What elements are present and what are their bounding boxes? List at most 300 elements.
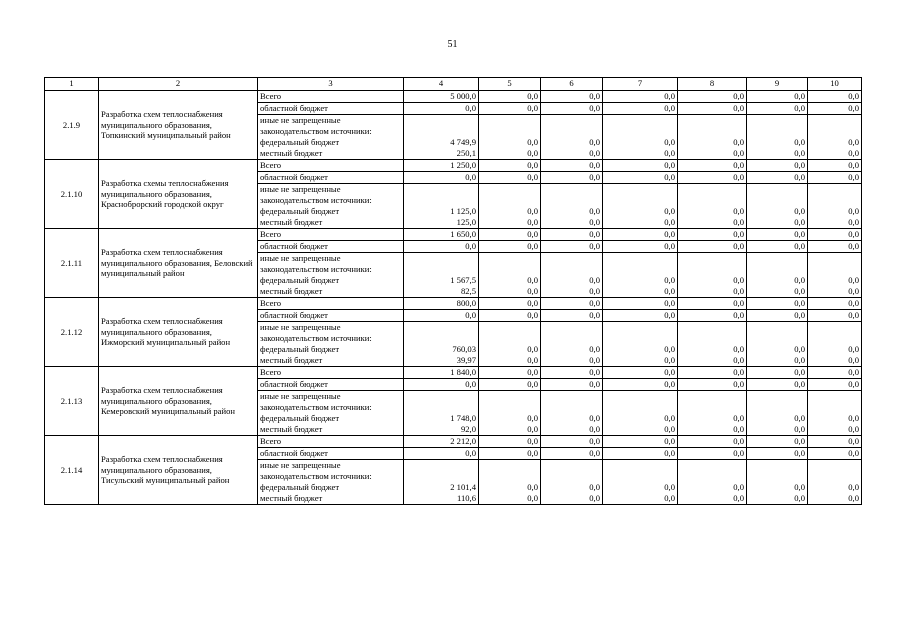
empty-cell bbox=[541, 264, 603, 275]
value-cell: 0,0 bbox=[808, 275, 862, 286]
empty-cell bbox=[678, 333, 747, 344]
empty-cell bbox=[678, 195, 747, 206]
value-cell: 0,0 bbox=[678, 286, 747, 298]
value-cell: 0,0 bbox=[808, 493, 862, 505]
value-cell: 0,0 bbox=[404, 172, 479, 184]
empty-cell bbox=[603, 184, 678, 196]
value-cell: 0,0 bbox=[603, 148, 678, 160]
value-cell: 0,0 bbox=[603, 379, 678, 391]
source-label: местный бюджет bbox=[258, 217, 404, 229]
value-cell: 0,0 bbox=[603, 424, 678, 436]
column-header: 7 bbox=[603, 78, 678, 91]
empty-cell bbox=[541, 471, 603, 482]
value-cell: 0,0 bbox=[541, 206, 603, 217]
value-cell: 0,0 bbox=[541, 436, 603, 448]
value-cell: 1 250,0 bbox=[404, 160, 479, 172]
empty-cell bbox=[678, 402, 747, 413]
table-row bbox=[45, 298, 862, 310]
budget-table bbox=[44, 77, 862, 505]
value-cell: 0,0 bbox=[808, 310, 862, 322]
value-cell: 39,97 bbox=[404, 355, 479, 367]
source-label: законодательством источники: bbox=[258, 402, 404, 413]
value-cell: 0,0 bbox=[678, 436, 747, 448]
value-cell: 0,0 bbox=[479, 91, 541, 103]
source-label: Всего bbox=[258, 367, 404, 379]
empty-cell bbox=[808, 195, 862, 206]
value-cell: 0,0 bbox=[747, 160, 808, 172]
value-cell: 0,0 bbox=[678, 298, 747, 310]
value-cell: 1 567,5 bbox=[404, 275, 479, 286]
value-cell: 0,0 bbox=[678, 379, 747, 391]
value-cell: 0,0 bbox=[808, 148, 862, 160]
source-label: областной бюджет bbox=[258, 310, 404, 322]
value-cell: 0,0 bbox=[747, 206, 808, 217]
value-cell: 0,0 bbox=[747, 448, 808, 460]
value-cell: 0,0 bbox=[603, 91, 678, 103]
empty-cell bbox=[404, 195, 479, 206]
value-cell: 110,6 bbox=[404, 493, 479, 505]
value-cell: 0,0 bbox=[541, 298, 603, 310]
value-cell: 0,0 bbox=[747, 310, 808, 322]
value-cell: 0,0 bbox=[603, 286, 678, 298]
empty-cell bbox=[747, 253, 808, 265]
empty-cell bbox=[678, 471, 747, 482]
empty-cell bbox=[747, 115, 808, 127]
empty-cell bbox=[479, 391, 541, 403]
column-header: 3 bbox=[258, 78, 404, 91]
empty-cell bbox=[747, 184, 808, 196]
empty-cell bbox=[603, 115, 678, 127]
value-cell: 0,0 bbox=[678, 206, 747, 217]
empty-cell bbox=[479, 115, 541, 127]
value-cell: 0,0 bbox=[479, 424, 541, 436]
empty-cell bbox=[747, 402, 808, 413]
empty-cell bbox=[808, 115, 862, 127]
value-cell: 0,0 bbox=[808, 217, 862, 229]
source-label: Всего bbox=[258, 298, 404, 310]
value-cell: 0,0 bbox=[603, 493, 678, 505]
value-cell: 0,0 bbox=[603, 172, 678, 184]
empty-cell bbox=[479, 333, 541, 344]
value-cell: 0,0 bbox=[479, 286, 541, 298]
empty-cell bbox=[603, 471, 678, 482]
value-cell: 0,0 bbox=[678, 91, 747, 103]
value-cell: 0,0 bbox=[541, 148, 603, 160]
value-cell: 0,0 bbox=[747, 379, 808, 391]
value-cell: 0,0 bbox=[603, 275, 678, 286]
source-label: областной бюджет bbox=[258, 103, 404, 115]
value-cell: 2 101,4 bbox=[404, 482, 479, 493]
empty-cell bbox=[541, 391, 603, 403]
source-label: федеральный бюджет bbox=[258, 206, 404, 217]
value-cell: 0,0 bbox=[747, 91, 808, 103]
empty-cell bbox=[479, 471, 541, 482]
item-code: 2.1.9 bbox=[45, 91, 99, 160]
value-cell: 0,0 bbox=[603, 367, 678, 379]
value-cell: 0,0 bbox=[541, 367, 603, 379]
column-header: 5 bbox=[479, 78, 541, 91]
value-cell: 0,0 bbox=[603, 355, 678, 367]
empty-cell bbox=[603, 126, 678, 137]
empty-cell bbox=[404, 391, 479, 403]
value-cell: 0,0 bbox=[541, 286, 603, 298]
empty-cell bbox=[678, 126, 747, 137]
value-cell: 0,0 bbox=[747, 217, 808, 229]
value-cell: 0,0 bbox=[678, 482, 747, 493]
value-cell: 0,0 bbox=[747, 424, 808, 436]
value-cell: 0,0 bbox=[603, 298, 678, 310]
empty-cell bbox=[747, 333, 808, 344]
item-name: Разработка схем теплоснабжения муниципального образования, Топкинский муниципальный район bbox=[99, 91, 258, 160]
value-cell: 0,0 bbox=[678, 103, 747, 115]
value-cell: 0,0 bbox=[678, 160, 747, 172]
source-label: иные не запрещенные bbox=[258, 391, 404, 403]
value-cell: 0,0 bbox=[479, 217, 541, 229]
value-cell: 0,0 bbox=[541, 137, 603, 148]
value-cell: 0,0 bbox=[678, 275, 747, 286]
value-cell: 0,0 bbox=[603, 229, 678, 241]
source-label: федеральный бюджет bbox=[258, 413, 404, 424]
value-cell: 1 650,0 bbox=[404, 229, 479, 241]
value-cell: 0,0 bbox=[808, 482, 862, 493]
value-cell: 0,0 bbox=[808, 160, 862, 172]
value-cell: 4 749,9 bbox=[404, 137, 479, 148]
value-cell: 82,5 bbox=[404, 286, 479, 298]
empty-cell bbox=[747, 460, 808, 472]
empty-cell bbox=[808, 322, 862, 334]
column-header: 2 bbox=[99, 78, 258, 91]
value-cell: 0,0 bbox=[678, 413, 747, 424]
empty-cell bbox=[678, 115, 747, 127]
item-name: Разработка схем теплоснабжения муниципального образования, Тисульский муниципальный район bbox=[99, 436, 258, 505]
value-cell: 0,0 bbox=[404, 448, 479, 460]
value-cell: 0,0 bbox=[541, 217, 603, 229]
value-cell: 0,0 bbox=[747, 286, 808, 298]
value-cell: 5 000,0 bbox=[404, 91, 479, 103]
empty-cell bbox=[808, 253, 862, 265]
empty-cell bbox=[541, 184, 603, 196]
source-label: местный бюджет bbox=[258, 355, 404, 367]
value-cell: 0,0 bbox=[747, 344, 808, 355]
empty-cell bbox=[603, 402, 678, 413]
empty-cell bbox=[603, 460, 678, 472]
value-cell: 0,0 bbox=[808, 172, 862, 184]
empty-cell bbox=[404, 333, 479, 344]
empty-cell bbox=[808, 402, 862, 413]
empty-cell bbox=[808, 460, 862, 472]
source-label: областной бюджет bbox=[258, 379, 404, 391]
value-cell: 0,0 bbox=[678, 355, 747, 367]
empty-cell bbox=[747, 391, 808, 403]
value-cell: 0,0 bbox=[747, 493, 808, 505]
value-cell: 0,0 bbox=[541, 379, 603, 391]
value-cell: 0,0 bbox=[678, 217, 747, 229]
value-cell: 0,0 bbox=[808, 229, 862, 241]
value-cell: 0,0 bbox=[678, 137, 747, 148]
value-cell: 0,0 bbox=[603, 310, 678, 322]
value-cell: 0,0 bbox=[479, 148, 541, 160]
item-code: 2.1.11 bbox=[45, 229, 99, 298]
column-header: 6 bbox=[541, 78, 603, 91]
value-cell: 0,0 bbox=[678, 229, 747, 241]
source-label: законодательством источники: bbox=[258, 471, 404, 482]
item-name: Разработка схем теплоснабжения муниципального образования, Беловский муниципальный район bbox=[99, 229, 258, 298]
value-cell: 0,0 bbox=[479, 241, 541, 253]
value-cell: 0,0 bbox=[603, 137, 678, 148]
empty-cell bbox=[747, 471, 808, 482]
empty-cell bbox=[404, 402, 479, 413]
source-label: местный бюджет bbox=[258, 424, 404, 436]
empty-cell bbox=[603, 322, 678, 334]
value-cell: 0,0 bbox=[603, 482, 678, 493]
empty-cell bbox=[541, 115, 603, 127]
value-cell: 0,0 bbox=[541, 103, 603, 115]
empty-cell bbox=[747, 264, 808, 275]
empty-cell bbox=[603, 253, 678, 265]
column-header: 4 bbox=[404, 78, 479, 91]
value-cell: 0,0 bbox=[404, 379, 479, 391]
value-cell: 0,0 bbox=[479, 172, 541, 184]
source-label: областной бюджет bbox=[258, 448, 404, 460]
value-cell: 0,0 bbox=[479, 379, 541, 391]
empty-cell bbox=[541, 333, 603, 344]
value-cell: 0,0 bbox=[541, 275, 603, 286]
value-cell: 0,0 bbox=[603, 217, 678, 229]
source-label: Всего bbox=[258, 436, 404, 448]
empty-cell bbox=[541, 126, 603, 137]
value-cell: 0,0 bbox=[678, 493, 747, 505]
page-number: 51 bbox=[447, 39, 458, 50]
source-label: федеральный бюджет bbox=[258, 137, 404, 148]
value-cell: 1 748,0 bbox=[404, 413, 479, 424]
empty-cell bbox=[479, 253, 541, 265]
value-cell: 0,0 bbox=[479, 436, 541, 448]
value-cell: 0,0 bbox=[479, 413, 541, 424]
empty-cell bbox=[747, 195, 808, 206]
value-cell: 0,0 bbox=[747, 137, 808, 148]
value-cell: 0,0 bbox=[678, 310, 747, 322]
empty-cell bbox=[747, 126, 808, 137]
empty-cell bbox=[541, 195, 603, 206]
source-label: законодательством источники: bbox=[258, 333, 404, 344]
value-cell: 0,0 bbox=[808, 137, 862, 148]
value-cell: 0,0 bbox=[404, 310, 479, 322]
empty-cell bbox=[404, 126, 479, 137]
empty-cell bbox=[678, 253, 747, 265]
column-header: 9 bbox=[747, 78, 808, 91]
value-cell: 0,0 bbox=[541, 493, 603, 505]
value-cell: 125,0 bbox=[404, 217, 479, 229]
empty-cell bbox=[678, 264, 747, 275]
empty-cell bbox=[404, 253, 479, 265]
source-label: Всего bbox=[258, 91, 404, 103]
empty-cell bbox=[808, 471, 862, 482]
value-cell: 0,0 bbox=[808, 344, 862, 355]
item-code: 2.1.13 bbox=[45, 367, 99, 436]
value-cell: 0,0 bbox=[678, 367, 747, 379]
value-cell: 0,0 bbox=[479, 448, 541, 460]
value-cell: 92,0 bbox=[404, 424, 479, 436]
source-label: Всего bbox=[258, 229, 404, 241]
value-cell: 0,0 bbox=[479, 160, 541, 172]
value-cell: 0,0 bbox=[678, 448, 747, 460]
source-label: иные не запрещенные bbox=[258, 253, 404, 265]
value-cell: 0,0 bbox=[747, 229, 808, 241]
value-cell: 0,0 bbox=[603, 241, 678, 253]
value-cell: 0,0 bbox=[603, 413, 678, 424]
value-cell: 800,0 bbox=[404, 298, 479, 310]
value-cell: 0,0 bbox=[603, 344, 678, 355]
source-label: иные не запрещенные bbox=[258, 184, 404, 196]
empty-cell bbox=[479, 402, 541, 413]
value-cell: 0,0 bbox=[603, 448, 678, 460]
value-cell: 0,0 bbox=[541, 482, 603, 493]
value-cell: 0,0 bbox=[541, 241, 603, 253]
empty-cell bbox=[541, 460, 603, 472]
value-cell: 0,0 bbox=[808, 424, 862, 436]
value-cell: 0,0 bbox=[541, 448, 603, 460]
value-cell: 0,0 bbox=[808, 436, 862, 448]
value-cell: 0,0 bbox=[603, 436, 678, 448]
value-cell: 0,0 bbox=[747, 482, 808, 493]
table-row bbox=[45, 160, 862, 172]
value-cell: 0,0 bbox=[747, 355, 808, 367]
value-cell: 0,0 bbox=[541, 355, 603, 367]
value-cell: 250,1 bbox=[404, 148, 479, 160]
value-cell: 0,0 bbox=[747, 275, 808, 286]
empty-cell bbox=[678, 322, 747, 334]
value-cell: 0,0 bbox=[747, 367, 808, 379]
value-cell: 0,0 bbox=[603, 103, 678, 115]
source-label: иные не запрещенные bbox=[258, 115, 404, 127]
value-cell: 0,0 bbox=[808, 91, 862, 103]
empty-cell bbox=[404, 471, 479, 482]
empty-cell bbox=[808, 126, 862, 137]
value-cell: 760,03 bbox=[404, 344, 479, 355]
empty-cell bbox=[541, 253, 603, 265]
source-label: законодательством источники: bbox=[258, 126, 404, 137]
value-cell: 0,0 bbox=[808, 298, 862, 310]
source-label: федеральный бюджет bbox=[258, 275, 404, 286]
value-cell: 2 212,0 bbox=[404, 436, 479, 448]
empty-cell bbox=[747, 322, 808, 334]
empty-cell bbox=[808, 391, 862, 403]
value-cell: 0,0 bbox=[479, 298, 541, 310]
empty-cell bbox=[603, 195, 678, 206]
empty-cell bbox=[479, 184, 541, 196]
value-cell: 0,0 bbox=[479, 310, 541, 322]
value-cell: 0,0 bbox=[603, 206, 678, 217]
value-cell: 0,0 bbox=[747, 148, 808, 160]
value-cell: 0,0 bbox=[541, 413, 603, 424]
empty-cell bbox=[479, 195, 541, 206]
value-cell: 0,0 bbox=[808, 448, 862, 460]
table-row bbox=[45, 367, 862, 379]
value-cell: 0,0 bbox=[479, 275, 541, 286]
value-cell: 0,0 bbox=[808, 103, 862, 115]
header-row bbox=[45, 78, 862, 91]
value-cell: 0,0 bbox=[479, 493, 541, 505]
value-cell: 0,0 bbox=[808, 241, 862, 253]
value-cell: 0,0 bbox=[808, 286, 862, 298]
value-cell: 0,0 bbox=[541, 344, 603, 355]
empty-cell bbox=[404, 322, 479, 334]
value-cell: 0,0 bbox=[404, 103, 479, 115]
value-cell: 0,0 bbox=[678, 172, 747, 184]
source-label: местный бюджет bbox=[258, 148, 404, 160]
value-cell: 0,0 bbox=[808, 367, 862, 379]
item-code: 2.1.10 bbox=[45, 160, 99, 229]
value-cell: 1 840,0 bbox=[404, 367, 479, 379]
table-body bbox=[45, 91, 862, 505]
value-cell: 0,0 bbox=[479, 344, 541, 355]
value-cell: 0,0 bbox=[747, 103, 808, 115]
value-cell: 0,0 bbox=[678, 424, 747, 436]
value-cell: 0,0 bbox=[747, 298, 808, 310]
value-cell: 0,0 bbox=[678, 344, 747, 355]
value-cell: 0,0 bbox=[747, 241, 808, 253]
value-cell: 0,0 bbox=[479, 229, 541, 241]
source-label: областной бюджет bbox=[258, 241, 404, 253]
source-label: местный бюджет bbox=[258, 286, 404, 298]
empty-cell bbox=[479, 322, 541, 334]
empty-cell bbox=[678, 460, 747, 472]
value-cell: 0,0 bbox=[479, 206, 541, 217]
source-label: областной бюджет bbox=[258, 172, 404, 184]
table-row bbox=[45, 229, 862, 241]
source-label: законодательством источники: bbox=[258, 264, 404, 275]
empty-cell bbox=[603, 264, 678, 275]
item-name: Разработка схем теплоснабжения муниципального образования, Ижморский муниципальный район bbox=[99, 298, 258, 367]
item-name: Разработка схем теплоснабжения муниципального образования, Кемеровский муниципальный район bbox=[99, 367, 258, 436]
table-row bbox=[45, 436, 862, 448]
value-cell: 1 125,0 bbox=[404, 206, 479, 217]
value-cell: 0,0 bbox=[479, 367, 541, 379]
column-header: 1 bbox=[45, 78, 99, 91]
empty-cell bbox=[479, 126, 541, 137]
empty-cell bbox=[678, 391, 747, 403]
source-label: законодательством источники: bbox=[258, 195, 404, 206]
value-cell: 0,0 bbox=[541, 310, 603, 322]
empty-cell bbox=[404, 115, 479, 127]
empty-cell bbox=[603, 333, 678, 344]
value-cell: 0,0 bbox=[808, 355, 862, 367]
empty-cell bbox=[404, 264, 479, 275]
item-code: 2.1.12 bbox=[45, 298, 99, 367]
value-cell: 0,0 bbox=[541, 172, 603, 184]
value-cell: 0,0 bbox=[603, 160, 678, 172]
value-cell: 0,0 bbox=[479, 103, 541, 115]
value-cell: 0,0 bbox=[541, 91, 603, 103]
value-cell: 0,0 bbox=[404, 241, 479, 253]
source-label: Всего bbox=[258, 160, 404, 172]
value-cell: 0,0 bbox=[479, 355, 541, 367]
empty-cell bbox=[678, 184, 747, 196]
empty-cell bbox=[404, 184, 479, 196]
value-cell: 0,0 bbox=[747, 413, 808, 424]
column-header: 10 bbox=[808, 78, 862, 91]
source-label: местный бюджет bbox=[258, 493, 404, 505]
item-code: 2.1.14 bbox=[45, 436, 99, 505]
column-header: 8 bbox=[678, 78, 747, 91]
empty-cell bbox=[541, 402, 603, 413]
empty-cell bbox=[541, 322, 603, 334]
item-name: Разработка схемы теплоснабжения муниципального образования, Красноброрский городской округ bbox=[99, 160, 258, 229]
value-cell: 0,0 bbox=[747, 436, 808, 448]
value-cell: 0,0 bbox=[808, 379, 862, 391]
value-cell: 0,0 bbox=[479, 137, 541, 148]
empty-cell bbox=[808, 264, 862, 275]
